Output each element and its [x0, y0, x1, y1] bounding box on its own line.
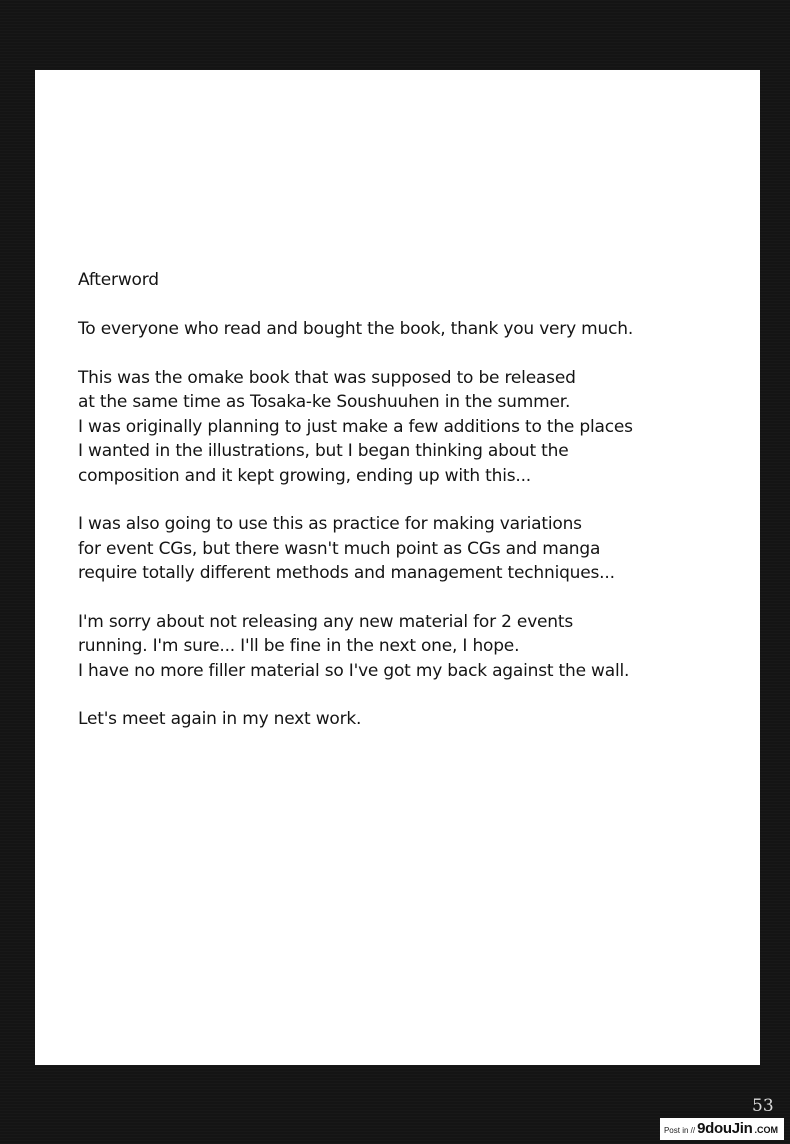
- afterword-text: [78, 268, 738, 756]
- text-line: running. I'm sure... I'll be fine in the next one, I hope.: [78, 636, 520, 656]
- text-line: I was also going to use this as practice for making variations: [78, 514, 582, 534]
- paragraph: [78, 610, 738, 684]
- paragraph: [78, 512, 738, 586]
- text-line: I wanted in the illustrations, but I began thinking about the: [78, 441, 569, 461]
- paragraph: [78, 317, 738, 342]
- text-line: require totally different methods and management techniques...: [78, 563, 615, 583]
- text-line: To everyone who read and bought the book, thank you very much.: [78, 319, 634, 339]
- site-watermark: [660, 1118, 784, 1140]
- text-line: Let's meet again in my next work.: [78, 709, 362, 729]
- afterword-heading: Afterword: [78, 270, 159, 290]
- watermark-prefix: Post in //: [663, 1126, 696, 1135]
- text-line: composition and it kept growing, ending up with this...: [78, 465, 531, 486]
- text-line: I was originally planning to just make a few additions to the places: [78, 416, 633, 437]
- text-line: for event CGs, but there wasn't much point as CGs and manga: [78, 538, 601, 559]
- text-line: at the same time as Tosaka-ke Soushuuhen in the summer.: [78, 392, 571, 412]
- page-number: 53: [752, 1096, 774, 1116]
- text-line: I'm sorry about not releasing any new material for 2 events: [78, 611, 574, 632]
- text-line: This was the omake book that was supposed to be released: [78, 367, 576, 388]
- text-line: I have no more filler material so I've got my back against the wall.: [78, 660, 630, 681]
- watermark-tld: .COM: [754, 1125, 778, 1135]
- watermark-site: 9douJin: [697, 1120, 753, 1137]
- paragraph: [78, 707, 738, 732]
- paragraph: [78, 366, 738, 489]
